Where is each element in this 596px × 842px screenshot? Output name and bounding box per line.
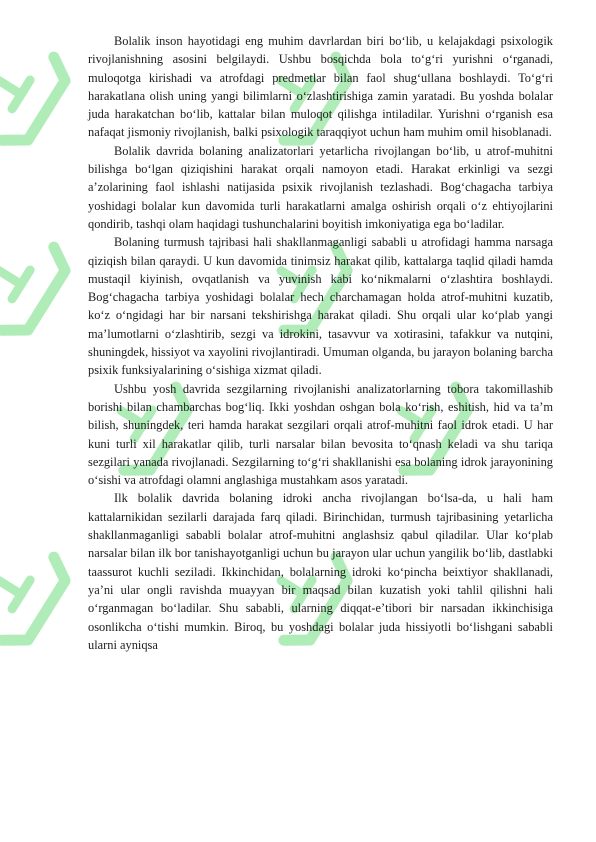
watermark-mark (0, 229, 73, 342)
paragraph-3: Bolaning turmush tajribasi hali shakllanmaganligi sababli u atrofidagi hamma narsaga qiziqish bilan qaraydi. U kun davomida tinimsiz harakat qilib, kattalarga taqlid qiladi hamda mustaqil kiyinish, ovqatlanish va yuvinish kabi koʻnikmalarni oʻzlashtira boshlaydi. Bogʻchagacha tarbiya yoshidagi bolalar hech charchamagan holda atrof-muhitni kuzatib, koʻz oʻngidagi har bir narsani tekshirishga harakat qiladi. Shu orqali ular koʻplab yangi maʼlumotlarni oʻzlashtirib, sezgi va idrokini, tasavvur va xotirasini, tafakkur va nutqini, shuningdek, hissiyot va xayolini rivojlantiradi. Umuman olganda, bu jarayon bolaning barcha psixik funksiyalarining oʻsishiga xizmat qiladi. (88, 235, 553, 378)
paragraph-5: Ilk bolalik davrida bolaning idroki ancha rivojlangan boʻlsa-da, u hali ham kattalarnikidan sezilarli darajada farq qiladi. Birinchidan, turmush tajribasining yetarlicha shakllanmaganligi sababli bolalar atrof-muhitni anglashsiz qabul qiladilar. Ular koʻplab narsalar bilan ilk bor tanishayotganligi uchun bu jarayon ular uchun yangilik boʻlib, dastlabki taassurot kuchli seziladi. Ikkinchidan, bolalarning idroki koʻpincha beixtiyor shakllanadi, yaʼni ular ongli ravishda muayyan bir maqsad bilan kuzatish yoki tahlil qilishni hali oʻrganmagan boʻladilar. Shu sababli, ularning diqqat-eʼtibori bir narsadan ikkinchisiga osonlikcha oʻtishi mumkin. Biroq, bu yoshdagi bolalar juda hissiyotli boʻlishgani sababli ularni ayniqsa (88, 491, 553, 652)
watermark-mark (0, 39, 73, 152)
paragraph-2: Bolalik davrida bolaning analizatorlari yetarlicha rivojlangan boʻlib, u atrof-muhitni bilishga boʻlgan qiziqishini harakat orqali namoyon etadi. Harakat erkinligi va sezgi aʼzolarining faol ishlashi natijasida psixik rivojlanish tezlashadi. Bogʻchagacha tarbiya yoshidagi bolalar kun davomida turli harakatlarni amalga oshirish orqali oʻz ehtiyojlarini qondirib, tashqi olam haqidagi tushunchalarini boyitish imkoniyatiga ega boʻladilar. (88, 143, 553, 231)
paragraph-4: Ushbu yosh davrida sezgilarning rivojlanishi analizatorlarning tobora takomillashib borishi bilan chambarchas bogʻliq. Ikki yoshdan oshgan bola koʻrish, eshitish, hid va taʼm bilish, shuningdek, teri hamda harakat sezgilari orqali atrof-muhitni faol idrok etadi. U har kuni turli xil harakatlar qilib, turli narsalar bilan bevosita toʻqnash keladi va shu tariqa sezgilari yanada rivojlanadi. Sezgilarning toʻgʻri shakllanishi esa bolaning idrok jarayonining oʻsishi va atrofdagi olamni anglashiga mustahkam asos yaratadi. (88, 381, 553, 488)
paragraph-1: Bolalik inson hayotidagi eng muhim davrlardan biri boʻlib, u kelajakdagi psixologik rivojlanishning asosini belgilaydi. Ushbu bosqichda bola toʻgʻri yurishni oʻrganadi, muloqotga kirishadi va atrofdagi predmetlar bilan faol shugʻullana boshlaydi. Toʻgʻri harakatlana olish uning yangi bilimlarni oʻzlashtirishiga zamin yaratadi. Bu yoshda bolalar juda harakatchan boʻlib, kattalar bilan muloqot qilishga intiladilar. Yurishni oʻrganish esa nafaqat jismoniy rivojlanish, balki psixologik taraqqiyot uchun ham muhim omil hisoblanadi. (88, 34, 553, 140)
watermark-mark (0, 539, 73, 652)
body-text (88, 32, 553, 654)
